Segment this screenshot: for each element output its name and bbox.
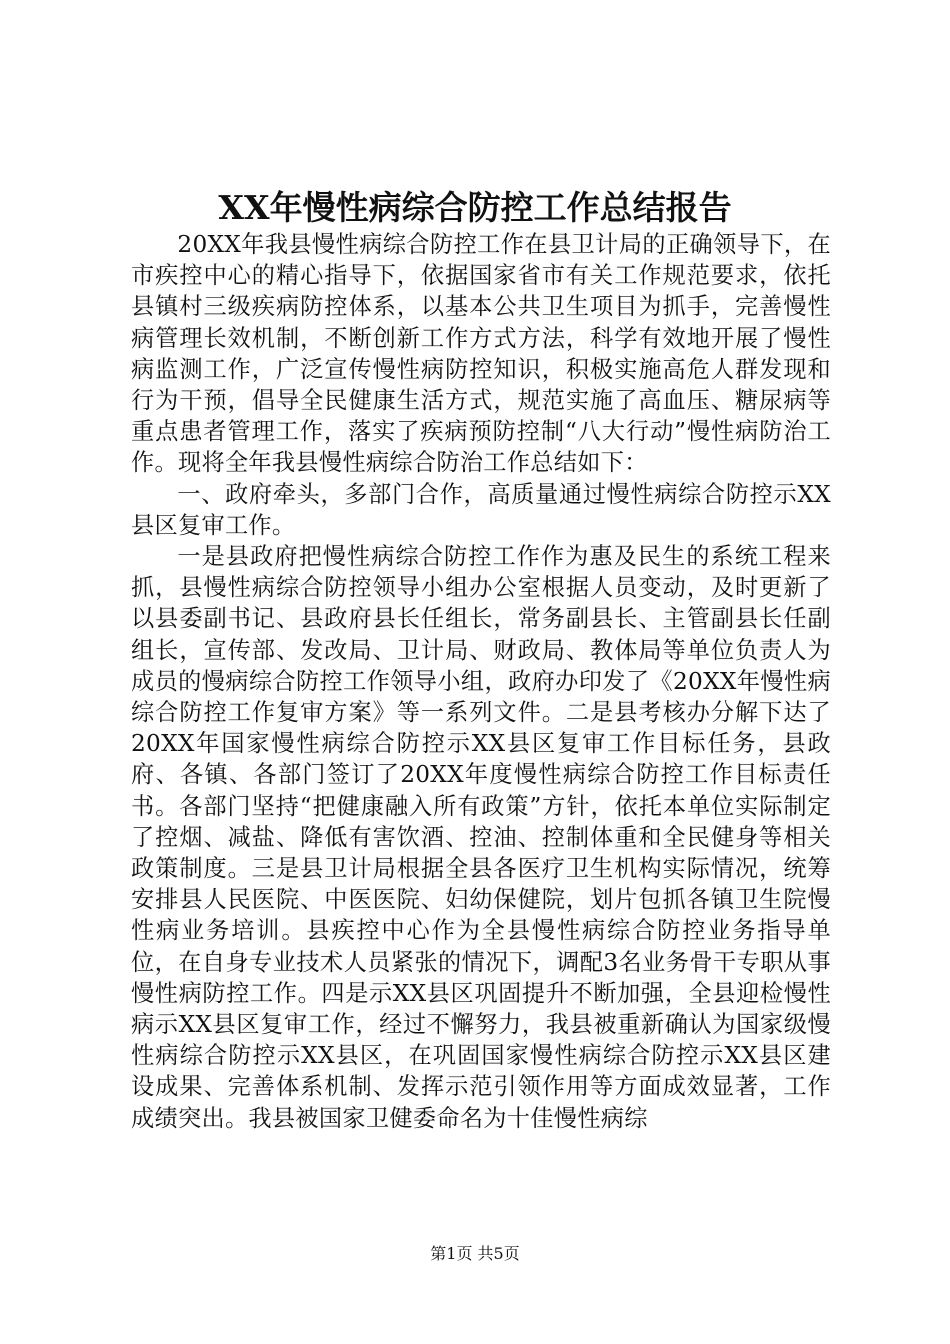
paragraph-intro: 20XX年我县慢性病综合防控工作在县卫计局的正确领导下，在市疾控中心的精心指导下，依据国家省市有关工作规范要求，依托县镇村三级疾病防控体系，以基本公共卫生项目为抓手，完善慢性病管理长效机制，不断创新工作方式方法，科学有效地开展了慢性病监测工作，广泛宣传慢性病防控知识，积极实施高危人群发现和行为干预，倡导全民健康生活方式，规范实施了高血压、糖尿病等重点患者管理工作，落实了疾病预防控制“八大行动”慢性病防治工作。现将全年我县慢性病综合防治工作总结如下： — [131, 231, 831, 477]
document-title: XX年慢性病综合防控工作总结报告 — [218, 188, 732, 227]
document-body — [131, 229, 831, 1134]
paragraph-details: 一是县政府把慢性病综合防控工作作为惠及民生的系统工程来抓，县慢性病综合防控领导小组办公室根据人员变动，及时更新了以县委副书记、县政府县长任组长，常务副县长、主管副县长任副组长，宣传部、发改局、卫计局、财政局、教体局等单位负责人为成员的慢病综合防控工作领导小组，政府办印发了《20XX年慢性病综合防控工作复审方案》等一系列文件。二是县考核办分解下达了20XX年国家慢性病综合防控示XX县区复审工作目标任务，县政府、各镇、各部门签订了20XX年度慢性病综合防控工作目标责任书。各部门坚持“把健康融入所有政策”方针，依托本单位实际制定了控烟、减盐、降低有害饮酒、控油、控制体重和全民健身等相关政策制度。三是县卫计局根据全县各医疗卫生机构实际情况，统筹安排县人民医院、中医医院、妇幼保健院，划片包抓各镇卫生院慢性病业务培训。县疾控中心作为全县慢性病综合防控业务指导单位，在自身专业技术人员紧张的情况下，调配3名业务骨干专职从事慢性病防控工作。四是示XX县区巩固提升不断加强，全县迎检慢性病示XX县区复审工作，经过不懈努力，我县被重新确认为国家级慢性病综合防控示XX县区，在巩固国家慢性病综合防控示XX县区建设成果、完善体系机制、发挥示范引领作用等方面成效显著，工作成绩突出。我县被国家卫健委命名为十佳慢性病综 — [131, 543, 831, 1132]
paragraph-section-heading: 一、政府牵头，多部门合作，高质量通过慢性病综合防控示XX县区复审工作。 — [131, 480, 831, 539]
page-number: 第1页 共5页 — [430, 1244, 520, 1263]
